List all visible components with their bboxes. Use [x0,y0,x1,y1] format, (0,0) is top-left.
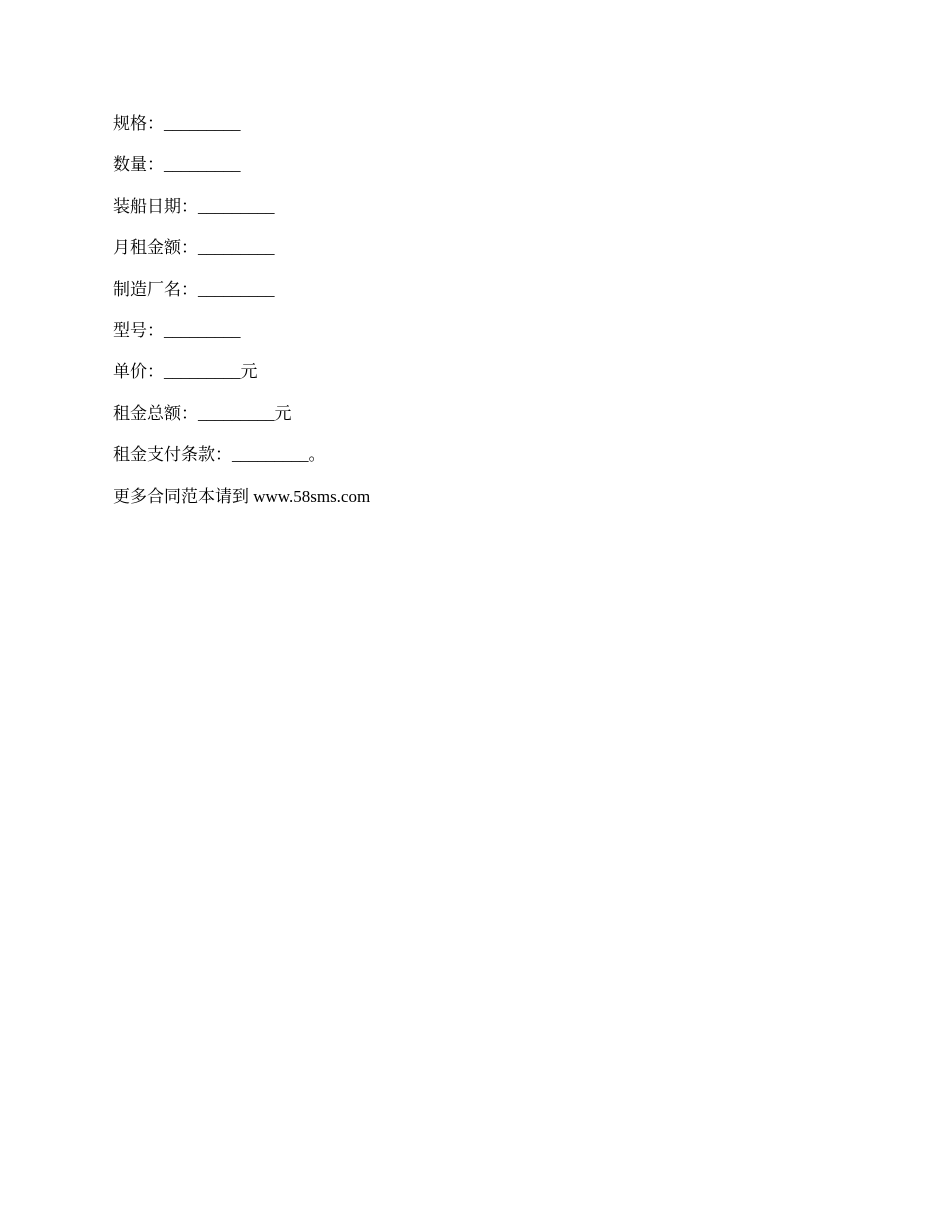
unit-price-line [113,360,833,384]
monthly-rent-blank: _________ [198,238,275,258]
manufacturer-blank: _________ [198,279,275,299]
shipping-date-line [113,195,833,219]
spec-label: 规格： [113,114,164,133]
unit-price-blank: _________ [164,362,241,382]
payment-terms-label: 租金支付条款： [113,445,232,465]
unit-price-suffix: 元 [240,362,258,382]
shipping-date-label: 装船日期： [113,196,198,216]
manufacturer-line [113,278,833,302]
model-line [113,319,833,343]
footer-note: 更多合同范本请到 www.58sms.com [113,486,371,506]
quantity-line [113,153,833,177]
total-rent-line [113,402,833,426]
manufacturer-label: 制造厂名： [113,279,198,299]
document-body [113,112,833,526]
total-rent-blank: _________ [198,403,275,423]
monthly-rent-line [113,236,833,260]
total-rent-suffix: 元 [274,403,292,423]
payment-terms-blank: _________ [232,445,309,465]
spec-line [113,112,833,136]
payment-terms-suffix: 。 [308,445,326,465]
unit-price-label: 单价： [113,362,164,382]
quantity-label: 数量： [113,155,164,175]
quantity-blank: _________ [164,155,241,175]
model-blank: _________ [164,320,241,340]
spec-blank: _________ [164,114,241,133]
payment-terms-line [113,443,833,467]
shipping-date-blank: _________ [198,196,275,216]
total-rent-label: 租金总额： [113,403,198,423]
model-label: 型号： [113,320,164,340]
monthly-rent-label: 月租金额： [113,238,198,258]
